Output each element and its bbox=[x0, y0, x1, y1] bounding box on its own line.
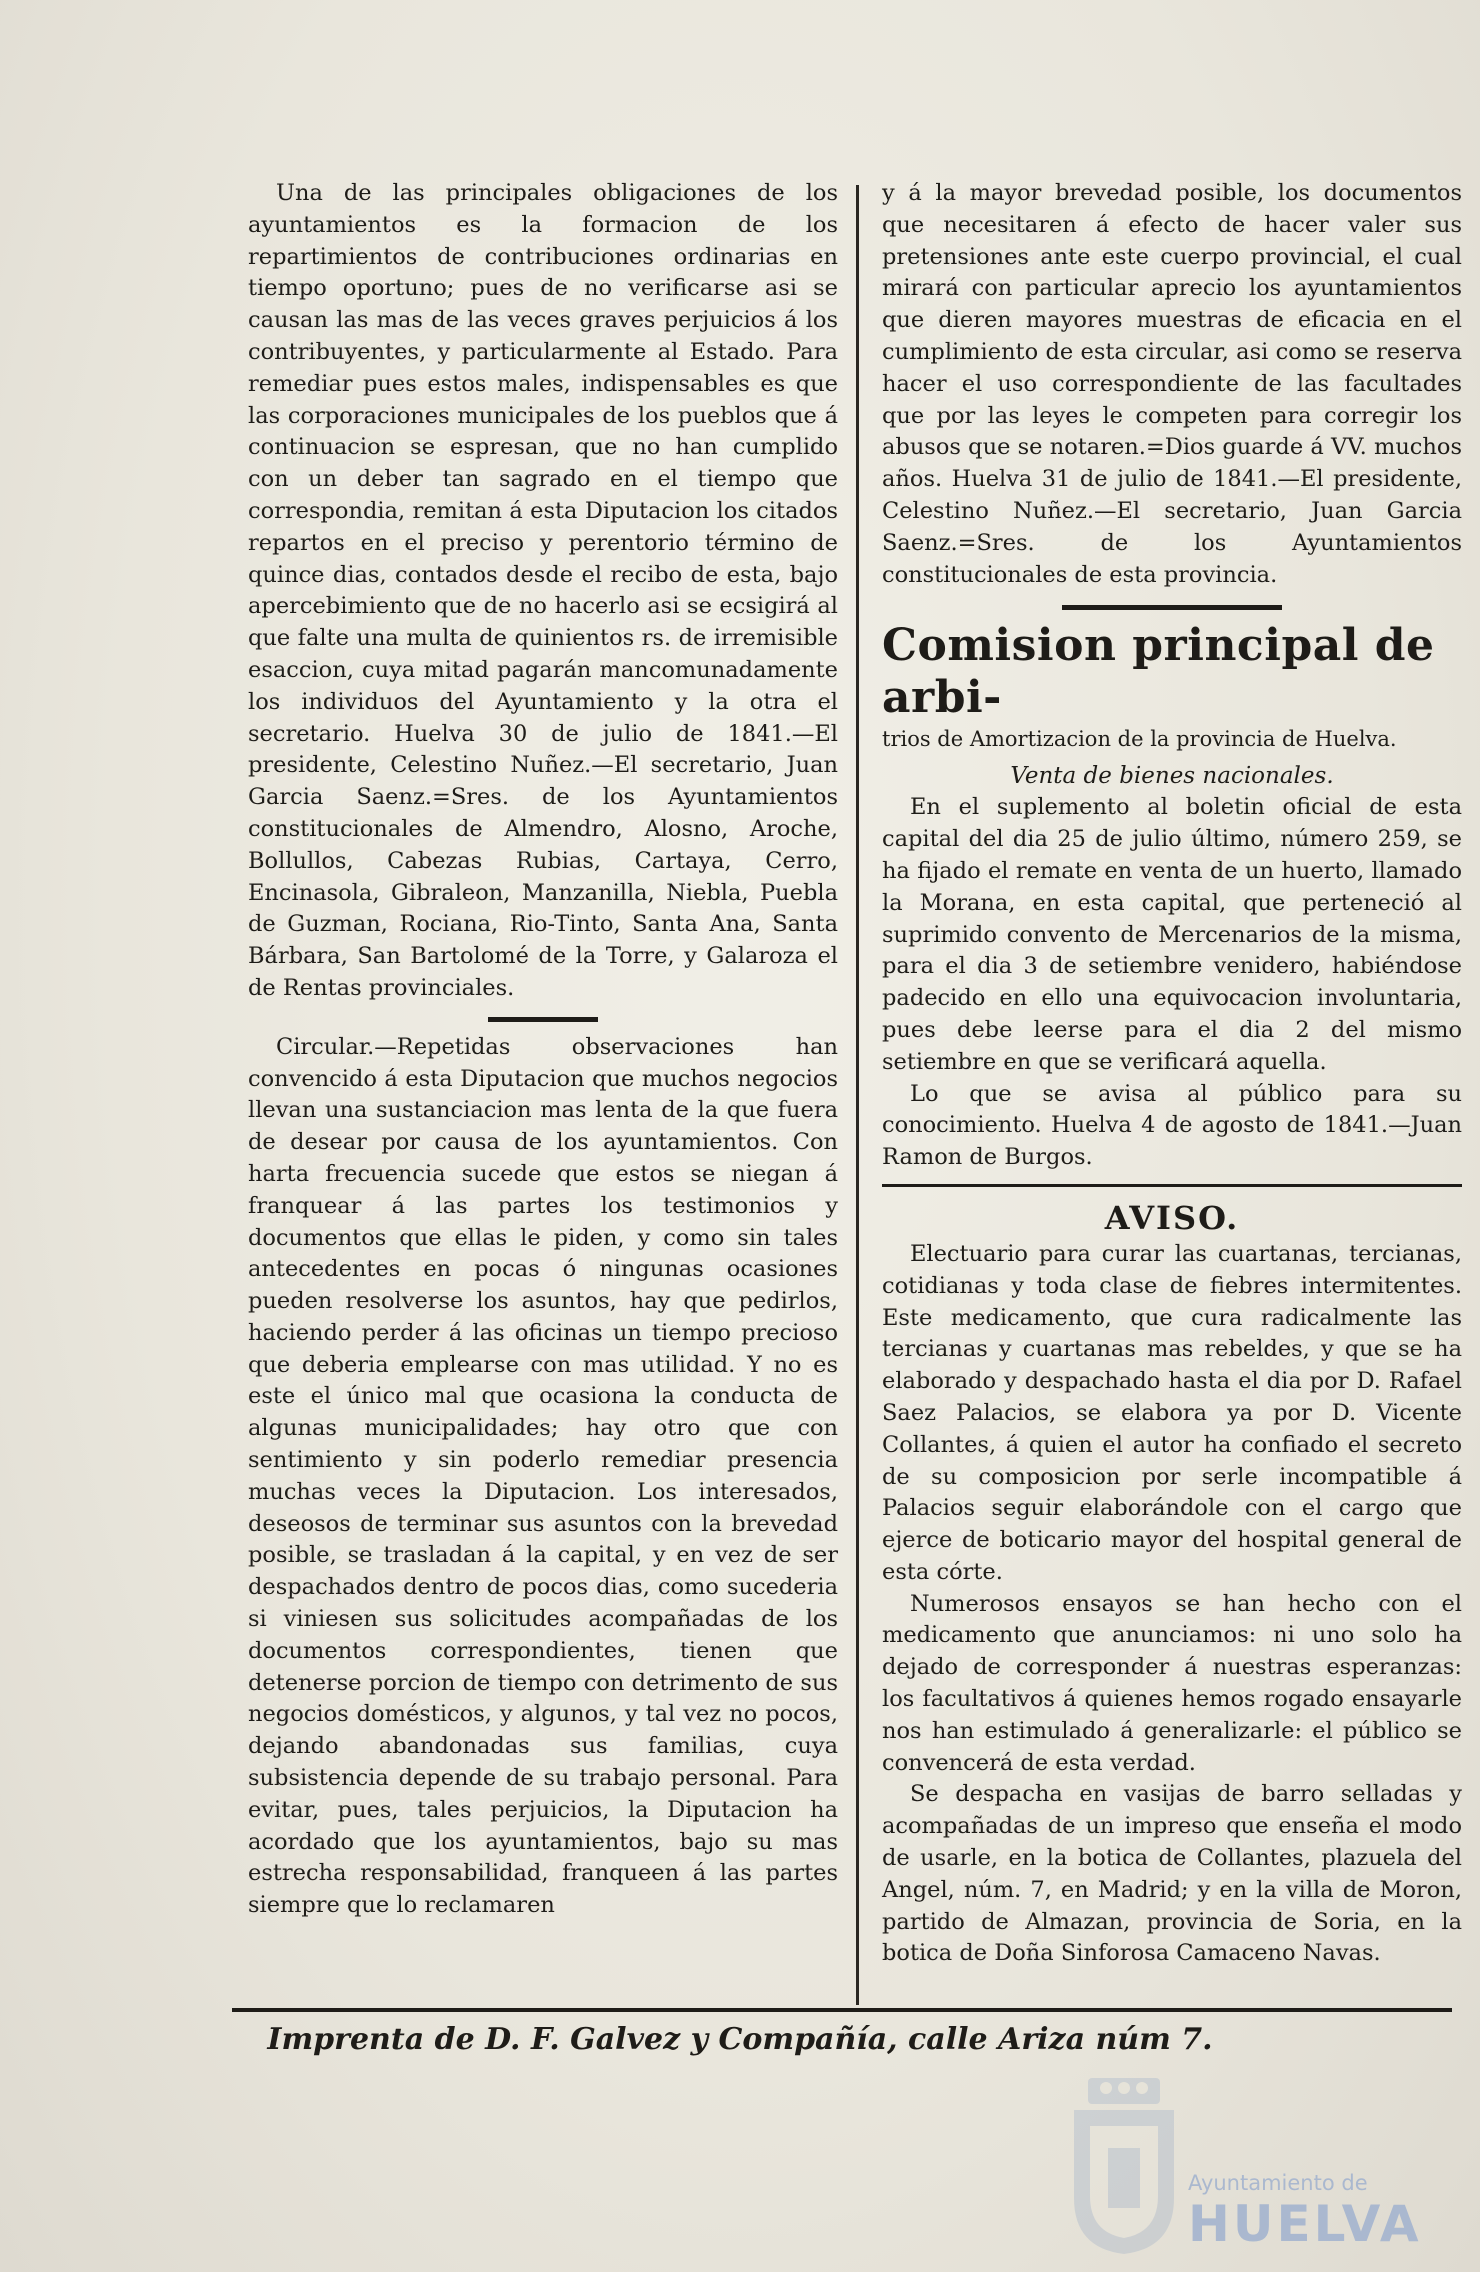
aviso-text-2: Numerosos ensayos se han hecho con el medicamento que anunciamos: ni uno solo ha dejado de corresponder á nuestras esperanzas: los facultativos á quienes hemos rogado ensayarle nos han estimulado á generalizarle: el público se convencerá de esta verdad. bbox=[882, 1590, 1462, 1776]
venta-notice: Lo que se avisa al público para su conocimiento. Huelva 4 de agosto de 1841.—Juan Ramon de Burgos. bbox=[882, 1080, 1462, 1171]
section-divider bbox=[882, 1184, 1462, 1187]
aviso-text-1: Electuario para curar las cuartanas, tercianas, cotidianas y toda clase de fiebres intermitentes. Este medicamento, que cura radicalmente las tercianas y cuartanas mas rebeldes, y que se ha elaborado y despachado hasta el dia por D. Rafael Saez Palacios, se elabora ya por D. Vicente Collantes, á quien el autor ha confiado el secreto de su composicion por serle incompatible á Palacios seguir elaborándole con el cargo que ejerce de boticario mayor del hospital general de esta córte. bbox=[882, 1240, 1462, 1585]
watermark bbox=[1188, 2170, 1468, 2252]
left-column bbox=[248, 178, 838, 1922]
comision-heading: Comision principal de arbi- bbox=[882, 620, 1435, 724]
section-divider bbox=[488, 1017, 598, 1022]
notice-repartimientos: Una de las principales obligaciones de los ayuntamientos es la formacion de los repartimientos de contribuciones ordinarias en tiempo oportuno; pues de no verificarse asi se causan las mas de las veces graves perjuicios á los contribuyentes, y particularmente al Estado. Para remediar pues estos males, indispensables es que las corporaciones municipales de los pueblos que á continuacion se espresan, que no han cumplido con un deber tan sagrado en el tiempo que correspondia, remitan á esta Diputacion los citados repartos en el preciso y perentorio término de quince dias, contados desde el recibo de esta, bajo apercebimiento que de no hacerlo asi se ecsigirá al que falte una multa de quinientos rs. de irremisible esaccion, cuya mitad pagarán mancomunadamente los individuos del Ayuntamiento y la otra el secretario. Huelva 30 de julio de 1841.—El presidente, Celestino Nuñez.—El secretario, Juan Garcia Saenz.=Sres. de los Ayuntamientos constitucionales de Almendro, Alosno, Aroche, Bollullos, Cabezas Rubias, Cartaya, Cerro, Encinasola, Gibraleon, Manzanilla, Niebla, Puebla de Guzman, Rociana, Rio-Tinto, Santa Ana, Santa Bárbara, San Bartolomé de la Torre, y Galaroza el de Rentas provinciales. bbox=[248, 180, 838, 1001]
watermark-line1: Ayuntamiento de bbox=[1188, 2171, 1368, 2195]
aviso-text-3: Se despacha en vasijas de barro selladas y acompañadas de un impreso que enseña el modo de usarle, en la botica de Collantes, plazuela del Angel, núm. 7, en Madrid; y en la villa de Moron, partido de Almazan, provincia de Soria, en la botica de Doña Sinforosa Camaceno Navas. bbox=[882, 1781, 1462, 1967]
right-column bbox=[882, 178, 1462, 1970]
column-divider bbox=[856, 185, 859, 2005]
venta-text: En el suplemento al boletin oficial de esta capital del dia 25 de julio último, número 259, se ha fijado el remate en venta de un huerto, llamado la Morana, en esta capital, que perteneció al suprimido convento de Mercenarios de la misma, para el dia 3 de setiembre venidero, habiéndose padecido en ello una equivocacion involuntaria, pues debe leerse para el dia 2 del mismo setiembre en que se verificará aquella. bbox=[882, 794, 1462, 1075]
circular-continuation: y á la mayor brevedad posible, los documentos que necesitaren á efecto de hacer valer sus pretensiones ante este cuerpo provincial, el cual mirará con particular aprecio los ayuntamientos que dieren mayores muestras de eficacia en el cumplimiento de esta circular, asi como se reserva hacer el uso correspondiente de las facultades que por las leyes le competen para corregir los abusos que se notaren.=Dios guarde á VV. muchos años. Huelva 31 de julio de 1841.—El presidente, Celestino Nuñez.—El secretario, Juan Garcia Saenz.=Sres. de los Ayuntamientos constitucionales de esta provincia. bbox=[882, 180, 1462, 588]
venta-heading: Venta de bienes nacionales. bbox=[1010, 763, 1334, 790]
imprint-line: Imprenta de D. F. Galvez y Compañía, calle Ariza núm 7. bbox=[267, 2022, 1213, 2057]
city-seal-icon bbox=[1068, 2078, 1180, 2256]
circular-text: Circular.—Repetidas observaciones han convencido á esta Diputacion que muchos negocios llevan una sustanciacion mas lenta de la que fuera de desear por causa de los ayuntamientos. Con harta frecuencia sucede que estos se niegan á franquear á las partes los testimonios y documentos que ellas le piden, y como sin tales antecedentes en pocas ó ningunas ocasiones pueden resolverse los asuntos, hay que pedirlos, haciendo perder á las oficinas un tiempo precioso que deberia emplearse con mas utilidad. Y no es este el único mal que ocasiona la conducta de algunas municipalidades; hay otro que con sentimiento y sin poderlo remediar presencia muchas veces la Diputacion. Los interesados, deseosos de terminar sus asuntos con la brevedad posible, se trasladan á la capital, y en vez de ser despachados dentro de pocos dias, como sucederia si viniesen sus solicitudes acompañadas de los documentos correspondientes, tienen que detenerse porcion de tiempo con detrimento de sus negocios domésticos, y algunos, y tal vez no pocos, dejando abandonadas sus familias, cuya subsistencia depende de su trabajo personal. Para evitar, pues, tales perjuicios, la Diputacion ha acordado que los ayuntamientos, bajo su mas estrecha responsabilidad, franqueen á las partes siempre que lo reclamaren bbox=[248, 1033, 838, 1919]
footer-rule bbox=[232, 2008, 1452, 2012]
aviso-heading: AVISO. bbox=[1104, 1198, 1240, 1237]
comision-subheading: trios de Amortizacion de la provincia de Huelva. bbox=[882, 727, 1397, 752]
section-divider bbox=[1062, 605, 1282, 610]
watermark-line2: HUELVA bbox=[1188, 2195, 1422, 2253]
